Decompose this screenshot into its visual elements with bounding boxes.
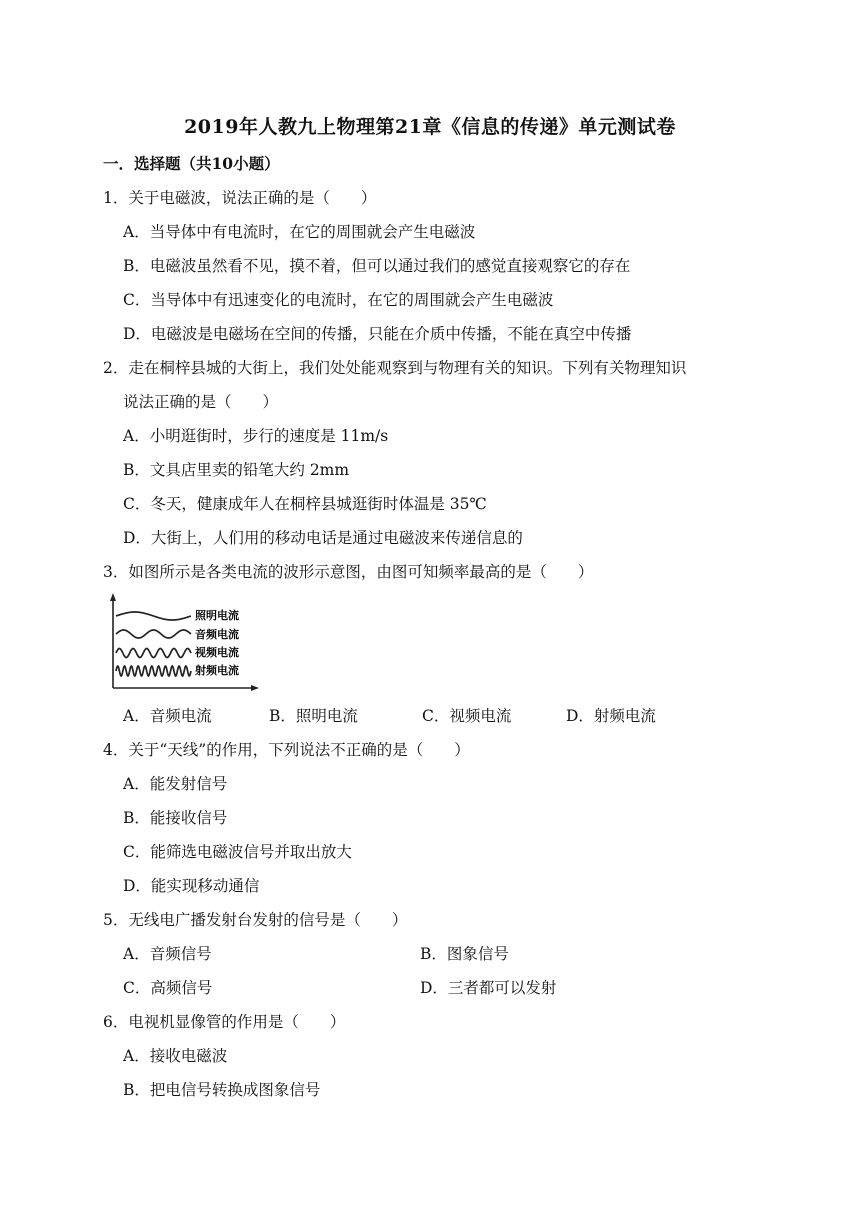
question-3-option-a: A．音频电流	[123, 707, 212, 725]
question-2-option-c: C．冬天，健康成年人在桐梓县城逛街时体温是 35℃	[123, 495, 487, 513]
question-5-option-c: C．高频信号	[123, 979, 213, 997]
waveform-diagram	[103, 592, 263, 692]
question-3-options	[123, 705, 656, 727]
lighting-current-wave	[116, 612, 191, 620]
label-audio-current: 音频电流	[195, 628, 239, 641]
question-5-stem: 5．无线电广播发射台发射的信号是（ ）	[103, 911, 408, 929]
x-axis-arrow-icon	[251, 685, 259, 691]
question-2-stem: 2．走在桐梓县城的大街上，我们处处能观察到与物理有关的知识。下列有关物理知识	[103, 359, 687, 377]
question-5-option-d: D．三者都可以发射	[420, 979, 557, 997]
question-4-option-b: B．能接收信号	[123, 809, 228, 827]
rf-current-wave	[116, 666, 191, 676]
question-1-option-d: D．电磁波是电磁场在空间的传播，只能在介质中传播，不能在真空中传播	[123, 325, 632, 343]
question-5-option-b: B．图象信号	[420, 945, 509, 963]
question-4-option-c: C．能筛选电磁波信号并取出放大	[123, 843, 352, 861]
video-current-wave	[116, 649, 191, 658]
label-rf-current: 射频电流	[195, 664, 239, 677]
question-4-stem: 4．关于“天线”的作用，下列说法不正确的是（ ）	[103, 741, 470, 759]
question-3-stem: 3．如图所示是各类电流的波形示意图，由图可知频率最高的是（ ）	[103, 563, 594, 581]
y-axis-arrow-icon	[110, 593, 116, 601]
label-video-current: 视频电流	[195, 646, 239, 659]
section-heading: 一．选择题（共10小题）	[103, 154, 280, 173]
question-6-option-b: B．把电信号转换成图象信号	[123, 1081, 321, 1099]
question-2-option-a: A．小明逛街时，步行的速度是 11m/s	[123, 427, 389, 445]
question-1-option-a: A．当导体中有电流时，在它的周围就会产生电磁波	[123, 223, 476, 241]
question-2-stem-cont: 说法正确的是（ ）	[123, 393, 279, 411]
page-title: 2019年人教九上物理第21章《信息的传递》单元测试卷	[184, 116, 676, 138]
waveform-figure	[103, 592, 263, 692]
question-4-option-a: A．能发射信号	[123, 775, 228, 793]
question-3-option-c: C．视频电流	[422, 707, 512, 725]
question-2-option-b: B．文具店里卖的铅笔大约 2mm	[123, 461, 350, 479]
audio-current-wave	[116, 630, 191, 638]
question-6-stem: 6．电视机显像管的作用是（ ）	[103, 1013, 346, 1031]
question-4-option-d: D．能实现移动通信	[123, 877, 260, 895]
question-1-option-c: C．当导体中有迅速变化的电流时，在它的周围就会产生电磁波	[123, 291, 554, 309]
question-2-option-d: D．大街上，人们用的移动电话是通过电磁波来传递信息的	[123, 529, 523, 547]
question-1-stem: 1．关于电磁波，说法正确的是（ ）	[103, 189, 377, 207]
question-3-option-d: D．射频电流	[566, 707, 656, 725]
label-lighting-current: 照明电流	[195, 609, 239, 622]
question-1-option-b: B．电磁波虽然看不见，摸不着，但可以通过我们的感觉直接观察它的存在	[123, 257, 631, 275]
question-6-option-a: A．接收电磁波	[123, 1047, 228, 1065]
question-3-option-b: B．照明电流	[269, 707, 358, 725]
question-5-option-a: A．音频信号	[123, 945, 212, 963]
